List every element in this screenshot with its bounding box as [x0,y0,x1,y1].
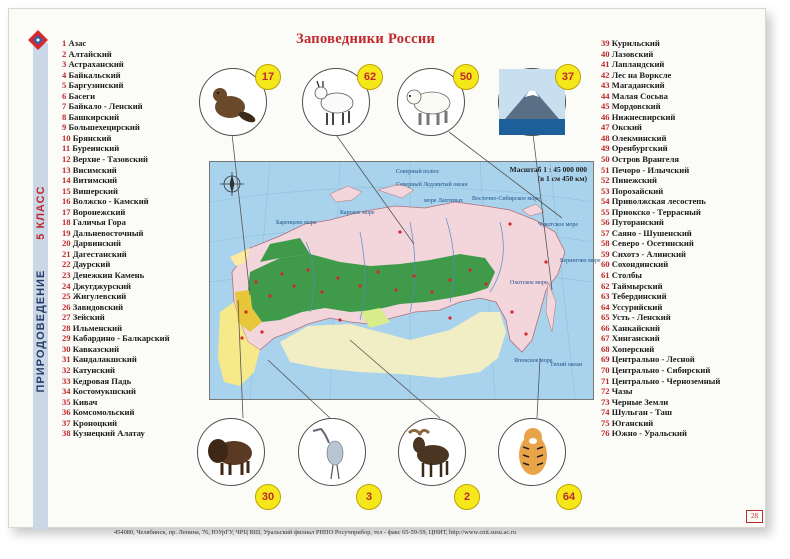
reserve-name: Зейский [72,312,105,323]
reserve-number: 31 [62,354,71,365]
scale-note: (в 1 см 450 км) [537,174,587,183]
reserve-name: Саяно - Шушенский [611,227,692,238]
tiger-circle [498,418,566,486]
reserve-name: Басеги [68,90,96,101]
reserve-name: Уссурийский [611,301,663,312]
reserve-name: Кабардино - Балкарский [72,333,170,344]
reserve-number: 74 [601,407,610,418]
subject-label: ПРИРОДОВЕДЕНИЕ [35,269,47,393]
reserve-number: 50 [601,154,610,165]
reserve-name: Астраханский [68,59,124,70]
reserve-number: 30 [62,343,71,354]
reserve-name: Кивач [72,396,98,407]
reserve-number: 69 [601,354,610,365]
reserve-number: 71 [601,375,610,386]
reserve-number: 52 [601,175,610,186]
label-kara-sea: Карское море [340,210,375,216]
reserve-number: 7 [62,101,67,112]
reserve-number: 28 [62,322,71,333]
reserve-name: Нижнесвирский [611,111,676,122]
reserve-name: Остров Врангеля [611,154,680,165]
reserve-name: Ханкайский [611,322,660,333]
bison-icon [198,419,264,485]
reserve-number: 13 [62,164,71,175]
reserve-name: Буреинский [72,143,120,154]
reserve-name: Дагестанский [72,248,127,259]
reserve-number: 64 [601,301,610,312]
reserve-number: 3 [62,59,67,70]
reserve-name: Хоперский [611,343,655,354]
reserve-name: Денежкин Камень [72,270,145,281]
reserve-name: Малая Сосьва [611,90,668,101]
reserve-number: 46 [601,111,610,122]
reserve-name: Кандалакшский [72,354,137,365]
reserve-name: Чазы [611,386,633,397]
reserve-name: Печоро - Илычский [611,164,690,175]
reserve-number: 1 [62,38,67,48]
badge-64: 64 [556,484,582,510]
reserve-name: Путоранский [611,217,664,228]
label-east-siberian-sea: Восточно-Сибирское море [472,196,540,202]
tiger-icon [499,419,565,485]
reserve-number: 49 [601,143,610,154]
reserve-name: Мордовский [611,101,661,112]
reserve-number: 29 [62,333,71,344]
reserve-number: 57 [601,227,610,238]
reserve-name: Вишерский [72,185,118,196]
reserve-number: 60 [601,259,610,270]
reserve-number: 32 [62,364,71,375]
reserve-number: 51 [601,164,610,175]
reserve-name: Дальневосточный [72,227,144,238]
reserve-number: 53 [601,185,610,196]
reserve-name: Северо - Осетинский [611,238,694,249]
reserve-name: Висимский [72,164,117,175]
reserve-number: 62 [601,280,610,291]
reserve-name: Башкирский [68,111,120,122]
reserve-name: Магаданский [611,80,665,91]
reserve-name: Приокско - Террасный [611,206,701,217]
reserve-number: 27 [62,312,71,323]
reserve-number: 5 [62,80,67,91]
badge-2: 2 [454,484,480,510]
reserve-name: Даурский [72,259,111,270]
reserve-name: Комсомольский [72,407,135,418]
reserve-name: Галичья Гора [72,217,126,228]
reserve-name: Сохондинский [611,259,669,270]
reserve-number: 14 [62,175,71,186]
moose-circle [398,418,466,486]
reserve-name: Таймырский [611,280,663,291]
reserve-name: Костомукшский [72,386,136,397]
reserve-name: Алтайский [68,48,112,59]
reserve-number: 22 [62,259,71,270]
badge-3: 3 [356,484,382,510]
reserve-number: 39 [601,38,610,48]
reserve-number: 63 [601,291,610,302]
label-okhotsk-sea: Охотское море [510,280,548,286]
reserve-name: Верхне - Тазовский [72,154,149,165]
reserve-number: 45 [601,101,610,112]
reserve-name: Хинганский [611,333,660,344]
reserve-number: 61 [601,270,610,281]
reserve-number: 33 [62,375,71,386]
reserve-number: 70 [601,364,610,375]
badge-50: 50 [453,64,479,90]
reserve-name: Джугджурский [72,280,131,291]
reserve-number: 35 [62,396,71,407]
moose-icon [399,419,465,485]
reserve-number: 65 [601,312,610,323]
reserve-name: Сихотэ - Алинский [611,248,686,259]
reserve-name: Тебердинский [611,291,667,302]
label-arctic-ocean: Северный Ледовитый океан [396,182,468,188]
page-number: 28 [746,510,763,523]
reserve-number: 8 [62,111,67,122]
footer-address: 454080, Челябинск, пр. Ленина, 76, ЮУрГУ, ЧРЦ ВШ, Уральский филиал РНПО Росучприбор, тел - факс 65-59-59, ЦНИТ, http://www.cnit.susu.ac.ru [114,529,517,536]
reserve-number: 18 [62,217,71,228]
reserve-number: 75 [601,417,610,428]
label-laptev-sea: море Лаптевых [424,198,463,204]
reserve-name: Жигулевский [72,291,127,302]
reserve-name: Брянский [72,132,112,143]
heron-circle [298,418,366,486]
reserve-name: Азас [68,38,87,48]
reserve-number: 76 [601,428,610,439]
reserve-number: 44 [601,90,610,101]
reserve-number: 73 [601,396,610,407]
reserve-number: 25 [62,291,71,302]
reserve-name: Шульган - Таш [611,407,673,418]
reserve-name: Воронежский [72,206,126,217]
reserve-name: Южно - Уральский [611,428,687,439]
label-pacific-ocean: Тихий океан [550,362,583,368]
reserve-name: Баргузинский [68,80,124,91]
reserve-name: Курильский [611,38,660,48]
label-japan-sea: Японское море [514,358,553,364]
reserve-number: 24 [62,280,71,291]
reserve-number: 4 [62,69,67,80]
reserve-name: Центрально - Лесной [611,354,695,365]
page-title: Заповедники России [296,31,436,47]
reserve-name: Катунский [72,364,115,375]
badge-37: 37 [555,64,581,90]
reserve-number: 54 [601,196,610,207]
heron-icon [299,419,365,485]
reserve-number: 38 [62,428,71,439]
reserve-number: 9 [62,122,67,133]
reserve-number: 23 [62,270,71,281]
reserve-number: 41 [601,59,610,70]
reserve-name: Оренбургский [611,143,668,154]
reserve-name: Усть - Ленский [611,312,671,323]
reserve-name: Дарвинский [72,238,121,249]
reserve-number: 43 [601,80,610,91]
reserve-number: 67 [601,333,610,344]
reserve-number: 36 [62,407,71,418]
reserve-number: 48 [601,132,610,143]
reserve-number: 59 [601,248,610,259]
reserve-number: 55 [601,206,610,217]
reserve-name: Большехецирский [68,122,140,133]
badge-30: 30 [255,484,281,510]
reserve-number: 17 [62,206,71,217]
reserve-name: Центрально - Сибирский [611,364,711,375]
reserve-name: Приволжская лесостепь [611,196,706,207]
reserve-number: 58 [601,238,610,249]
reserve-number: 11 [62,143,71,154]
reserve-number: 6 [62,90,67,101]
badge-17: 17 [255,64,281,90]
reserve-name: Волжско - Камский [72,196,149,207]
reserve-number: 19 [62,227,71,238]
reserve-name: Черные Земли [611,396,669,407]
reserve-number: 26 [62,301,71,312]
reserve-name: Кедровая Падь [72,375,132,386]
reserve-name: Лапландский [611,59,665,70]
reserve-name: Кроноцкий [72,417,118,428]
reserve-name: Витимский [72,175,118,186]
reserve-name: Кузнецкий Алатау [72,428,145,439]
bison-circle [197,418,265,486]
label-chukchi-sea: Чукотское море [538,222,579,228]
grade-label: 5 КЛАСС [35,185,47,240]
reserve-number: 37 [62,417,71,428]
reserve-number: 40 [601,48,610,59]
reserve-number: 21 [62,248,71,259]
reserve-number: 20 [62,238,71,249]
reserve-number: 15 [62,185,71,196]
reserve-number: 42 [601,69,610,80]
reserve-name: Ильменский [72,322,123,333]
reserve-name: Юганский [611,417,654,428]
reserve-number: 34 [62,386,71,397]
reserve-number: 47 [601,122,610,133]
reserve-name: Лазовский [611,48,654,59]
reserve-name: Байкало - Ленский [68,101,143,112]
reserve-name: Олекминский [611,132,667,143]
scale-ratio: Масштаб 1 : 45 000 000 [509,165,587,174]
reserve-number: 10 [62,132,71,143]
reserve-number: 66 [601,322,610,333]
label-barents-sea: Баренцево море [276,220,317,226]
reserve-name: Окский [611,122,642,133]
reserve-name: Центрально - Черноземный [611,375,721,386]
reserve-number: 56 [601,217,610,228]
badge-62: 62 [357,64,383,90]
reserve-name: Столбы [611,270,642,281]
reserve-name: Порозайский [611,185,664,196]
reserve-number: 68 [601,343,610,354]
reserve-name: Кавказский [72,343,120,354]
label-bering-sea: Берингово море [560,258,601,264]
label-north-pole: Северный полюс [396,169,440,175]
reserve-name: Лес на Ворксле [611,69,672,80]
reserve-number: 12 [62,154,71,165]
reserve-number: 2 [62,48,67,59]
reserve-name: Байкальский [68,69,121,80]
reserve-name: Пинежский [611,175,657,186]
reserve-number: 16 [62,196,71,207]
reserve-name: Завидовский [72,301,124,312]
reserve-number: 72 [601,386,610,397]
